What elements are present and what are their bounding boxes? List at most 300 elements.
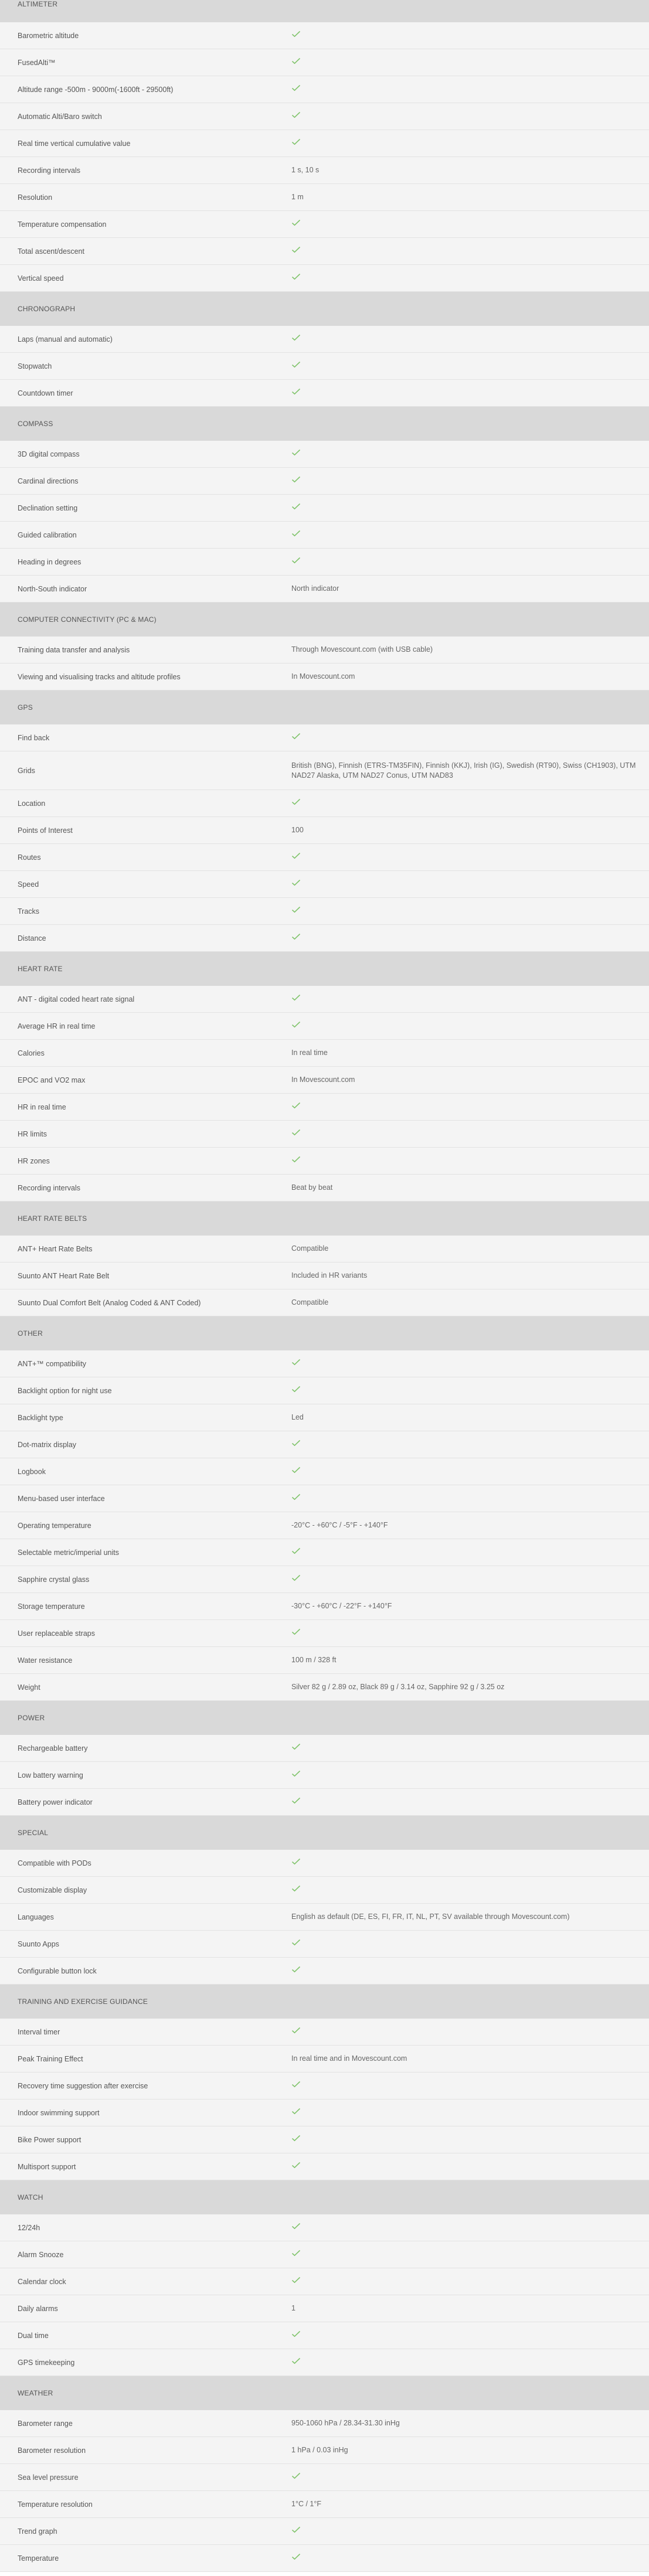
spec-row	[0, 1236, 649, 1263]
spec-row	[0, 1404, 649, 1431]
spec-row	[0, 441, 649, 468]
spec-name: Countdown timer	[18, 389, 73, 397]
checkmark-icon	[291, 1440, 301, 1447]
spec-row	[0, 1539, 649, 1566]
spec-row	[0, 130, 649, 157]
spec-row	[0, 637, 649, 663]
spec-row	[0, 1958, 649, 1985]
spec-value	[291, 933, 649, 943]
spec-value	[291, 1493, 649, 1503]
checkmark-icon	[291, 1628, 301, 1635]
spec-name: Real time vertical cumulative value	[18, 139, 131, 148]
spec-row	[0, 1175, 649, 1202]
spec-value	[291, 1858, 649, 1868]
spec-name: EPOC and VO2 max	[18, 1076, 86, 1084]
spec-value	[291, 906, 649, 916]
spec-value	[291, 361, 649, 371]
spec-row	[0, 76, 649, 103]
spec-name: Temperature	[18, 2554, 59, 2563]
spec-row	[0, 238, 649, 265]
section-header: WEATHER	[0, 2376, 649, 2410]
spec-name: Average HR in real time	[18, 1022, 96, 1030]
checkmark-icon	[291, 1797, 301, 1804]
spec-row	[0, 817, 649, 844]
spec-name: HR zones	[18, 1156, 50, 1165]
spec-name: Stopwatch	[18, 362, 52, 370]
spec-name: Water resistance	[18, 1656, 73, 1665]
checkmark-icon	[291, 733, 301, 740]
spec-value	[291, 84, 649, 94]
checkmark-icon	[291, 798, 301, 805]
spec-name: Distance	[18, 934, 46, 942]
spec-row	[0, 1458, 649, 1485]
spec-name: Cardinal directions	[18, 477, 79, 485]
spec-name: Languages	[18, 1913, 54, 1921]
checkmark-icon	[291, 219, 301, 226]
spec-row	[0, 2322, 649, 2349]
spec-row	[0, 2545, 649, 2572]
spec-name: Backlight option for night use	[18, 1386, 112, 1395]
spec-name: Location	[18, 799, 46, 808]
spec-row	[0, 2099, 649, 2126]
spec-row	[0, 2437, 649, 2464]
spec-value	[291, 2108, 649, 2118]
spec-name: FusedAlti™	[18, 58, 56, 67]
spec-row	[0, 1931, 649, 1958]
spec-row	[0, 1593, 649, 1620]
spec-value: -20°C - +60°C / -5°F - +140°F	[291, 1521, 388, 1529]
spec-value	[291, 852, 649, 862]
spec-value	[291, 879, 649, 889]
spec-value	[291, 798, 649, 808]
spec-value	[291, 246, 649, 256]
spec-row	[0, 522, 649, 549]
spec-row	[0, 2046, 649, 2073]
spec-name: Vertical speed	[18, 274, 64, 283]
spec-row	[0, 2214, 649, 2241]
spec-value	[291, 1547, 649, 1557]
section-header: TRAINING AND EXERCISE GUIDANCE	[0, 1985, 649, 2019]
spec-row	[0, 1263, 649, 1289]
spec-name: Find back	[18, 733, 50, 742]
spec-name: Backlight type	[18, 1413, 63, 1422]
spec-value: 1 m	[291, 193, 304, 201]
checkmark-icon	[291, 138, 301, 145]
spec-name: Declination setting	[18, 503, 78, 512]
spec-name: Training data transfer and analysis	[18, 645, 130, 654]
spec-row	[0, 898, 649, 925]
spec-value: Beat by beat	[291, 1183, 333, 1192]
spec-row	[0, 576, 649, 603]
spec-row	[0, 1431, 649, 1458]
spec-row	[0, 2268, 649, 2295]
spec-name: Multisport support	[18, 2162, 76, 2171]
spec-value: British (BNG), Finnish (ETRS-TM35FIN), Finnish (KKJ), Irish (IG), Swedish (RT90), Swiss (CH1903), UTM NAD27 Alaska, UTM NAD27 Conus, UTM NAD83	[291, 761, 636, 780]
spec-row	[0, 1512, 649, 1539]
checkmark-icon	[291, 1102, 301, 1109]
spec-name: Barometer range	[18, 2419, 73, 2428]
section-header: OTHER	[0, 1316, 649, 1350]
spec-value	[291, 1966, 649, 1976]
spec-value: Included in HR variants	[291, 1271, 368, 1280]
spec-row	[0, 184, 649, 211]
spec-value	[291, 449, 649, 459]
checkmark-icon	[291, 2526, 301, 2533]
spec-name: Laps (manual and automatic)	[18, 335, 113, 343]
spec-name: Compatible with PODs	[18, 1859, 91, 1867]
spec-row	[0, 1877, 649, 1904]
spec-row	[0, 1377, 649, 1404]
spec-row	[0, 1121, 649, 1148]
spec-value	[291, 1359, 649, 1369]
checkmark-icon	[291, 246, 301, 253]
spec-row	[0, 2491, 649, 2518]
checkmark-icon	[291, 57, 301, 64]
spec-name: Tracks	[18, 907, 40, 916]
spec-value: Led	[291, 1413, 304, 1421]
spec-row	[0, 103, 649, 130]
spec-row	[0, 790, 649, 817]
spec-row	[0, 157, 649, 184]
checkmark-icon	[291, 2472, 301, 2479]
spec-value	[291, 1129, 649, 1139]
spec-name: Trend graph	[18, 2527, 57, 2536]
spec-row	[0, 49, 649, 76]
section-header: SPECIAL	[0, 1816, 649, 1850]
spec-row	[0, 211, 649, 238]
spec-name: Storage temperature	[18, 1602, 85, 1611]
checkmark-icon	[291, 1466, 301, 1474]
spec-name: Dot-matrix display	[18, 1440, 77, 1449]
spec-value	[291, 476, 649, 486]
spec-value: 100	[291, 826, 304, 834]
spec-value	[291, 2135, 649, 2145]
spec-name: Calendar clock	[18, 2277, 66, 2286]
spec-value: Compatible	[291, 1244, 329, 1253]
spec-row	[0, 1647, 649, 1674]
spec-name: Altitude range -500m - 9000m(-1600ft - 29500ft)	[18, 85, 174, 94]
checkmark-icon	[291, 2553, 301, 2560]
spec-value	[291, 1466, 649, 1476]
spec-row	[0, 1067, 649, 1094]
spec-value	[291, 557, 649, 567]
section-header: ALTIMETER	[0, 0, 649, 22]
spec-row	[0, 1735, 649, 1762]
spec-row	[0, 925, 649, 952]
spec-name: User replaceable straps	[18, 1629, 96, 1638]
checkmark-icon	[291, 1156, 301, 1163]
spec-name: Operating temperature	[18, 1521, 91, 1530]
spec-row	[0, 871, 649, 898]
section-header: WATCH	[0, 2180, 649, 2214]
checkmark-icon	[291, 557, 301, 564]
spec-name: GPS timekeeping	[18, 2358, 75, 2367]
spec-name: HR in real time	[18, 1102, 66, 1111]
spec-name: Routes	[18, 853, 41, 862]
spec-value	[291, 1797, 649, 1807]
checkmark-icon	[291, 334, 301, 341]
spec-name: Guided calibration	[18, 530, 77, 539]
spec-value: 1 s, 10 s	[291, 166, 320, 174]
spec-row	[0, 495, 649, 522]
checkmark-icon	[291, 933, 301, 940]
spec-name: 12/24h	[18, 2223, 40, 2232]
spec-name: Recovery time suggestion after exercise	[18, 2081, 148, 2090]
checkmark-icon	[291, 1129, 301, 1136]
spec-name: Logbook	[18, 1467, 46, 1476]
spec-row	[0, 724, 649, 751]
spec-row	[0, 1674, 649, 1701]
spec-value	[291, 2276, 649, 2286]
checkmark-icon	[291, 1770, 301, 1777]
spec-row	[0, 380, 649, 407]
spec-row	[0, 1289, 649, 1316]
spec-value	[291, 2027, 649, 2037]
spec-row	[0, 265, 649, 292]
spec-name: Temperature resolution	[18, 2500, 93, 2509]
checkmark-icon	[291, 1021, 301, 1028]
spec-value	[291, 994, 649, 1004]
spec-value	[291, 1885, 649, 1895]
spec-value: In real time and in Movescount.com	[291, 2054, 407, 2063]
spec-row	[0, 353, 649, 380]
checkmark-icon	[291, 852, 301, 859]
spec-value	[291, 2357, 649, 2367]
checkmark-icon	[291, 2162, 301, 2169]
spec-name: Resolution	[18, 193, 53, 202]
checkmark-icon	[291, 1966, 301, 1973]
spec-value: Compatible	[291, 1298, 329, 1306]
spec-row	[0, 2153, 649, 2180]
spec-value	[291, 1021, 649, 1031]
checkmark-icon	[291, 2276, 301, 2284]
section-header: GPS	[0, 690, 649, 724]
spec-name: Interval timer	[18, 2027, 60, 2036]
spec-value	[291, 219, 649, 229]
spec-row	[0, 2295, 649, 2322]
spec-value	[291, 30, 649, 40]
spec-name: Suunto Apps	[18, 1939, 59, 1948]
spec-name: Menu-based user interface	[18, 1494, 105, 1503]
checkmark-icon	[291, 30, 301, 38]
checkmark-icon	[291, 2357, 301, 2364]
checkmark-icon	[291, 530, 301, 537]
checkmark-icon	[291, 2027, 301, 2034]
spec-value	[291, 2330, 649, 2340]
spec-name: Suunto ANT Heart Rate Belt	[18, 1271, 110, 1280]
spec-row	[0, 468, 649, 495]
spec-name: Battery power indicator	[18, 1798, 93, 1806]
spec-name: Recording intervals	[18, 1183, 80, 1192]
spec-row	[0, 2019, 649, 2046]
checkmark-icon	[291, 1547, 301, 1554]
spec-name: Calories	[18, 1049, 45, 1057]
spec-row	[0, 549, 649, 576]
spec-value	[291, 1102, 649, 1112]
spec-row	[0, 326, 649, 353]
spec-value	[291, 2250, 649, 2259]
spec-row	[0, 1350, 649, 1377]
checkmark-icon	[291, 1858, 301, 1865]
spec-name: Heading in degrees	[18, 557, 81, 566]
spec-value	[291, 1939, 649, 1949]
section-header: COMPASS	[0, 407, 649, 441]
checkmark-icon	[291, 1386, 301, 1393]
checkmark-icon	[291, 111, 301, 118]
spec-value: Silver 82 g / 2.89 oz, Black 89 g / 3.14 oz, Sapphire 92 g / 3.25 oz	[291, 1683, 505, 1691]
spec-row	[0, 1620, 649, 1647]
section-header: HEART RATE	[0, 952, 649, 986]
spec-value	[291, 1156, 649, 1166]
spec-row	[0, 2126, 649, 2153]
spec-name: Sapphire crystal glass	[18, 1575, 90, 1584]
checkmark-icon	[291, 84, 301, 91]
checkmark-icon	[291, 2250, 301, 2257]
spec-row	[0, 2349, 649, 2376]
checkmark-icon	[291, 1359, 301, 1366]
spec-value	[291, 503, 649, 513]
spec-value	[291, 2472, 649, 2482]
spec-name: ANT+™ compatibility	[18, 1359, 87, 1368]
checkmark-icon	[291, 1574, 301, 1581]
spec-value: 100 m / 328 ft	[291, 1656, 337, 1664]
spec-name: Barometer resolution	[18, 2446, 86, 2455]
spec-row	[0, 1485, 649, 1512]
spec-row	[0, 1013, 649, 1040]
checkmark-icon	[291, 994, 301, 1001]
spec-value: 950-1060 hPa / 28.34-31.30 inHg	[291, 2419, 400, 2427]
checkmark-icon	[291, 906, 301, 913]
spec-value	[291, 57, 649, 67]
spec-value	[291, 111, 649, 121]
spec-row	[0, 2410, 649, 2437]
spec-row	[0, 1148, 649, 1175]
spec-name: Bike Power support	[18, 2135, 81, 2144]
spec-value	[291, 388, 649, 398]
spec-name: Configurable button lock	[18, 1966, 97, 1975]
spec-value	[291, 1386, 649, 1396]
checkmark-icon	[291, 2223, 301, 2230]
checkmark-icon	[291, 388, 301, 395]
spec-value: 1°C / 1°F	[291, 2500, 321, 2508]
spec-name: Barometric altitude	[18, 31, 79, 40]
spec-value: 1	[291, 2304, 295, 2312]
checkmark-icon	[291, 273, 301, 280]
section-header: HEART RATE BELTS	[0, 1202, 649, 1236]
spec-value	[291, 530, 649, 540]
spec-row	[0, 1566, 649, 1593]
checkmark-icon	[291, 1493, 301, 1500]
spec-row	[0, 986, 649, 1013]
checkmark-icon	[291, 2081, 301, 2088]
spec-row	[0, 663, 649, 690]
spec-row	[0, 1789, 649, 1816]
spec-value: In real time	[291, 1049, 328, 1057]
checkmark-icon	[291, 1743, 301, 1750]
spec-row	[0, 844, 649, 871]
spec-value	[291, 2162, 649, 2172]
spec-name: Viewing and visualising tracks and altitude profiles	[18, 672, 181, 681]
spec-row	[0, 751, 649, 790]
spec-name: Indoor swimming support	[18, 2108, 100, 2117]
spec-value	[291, 1440, 649, 1449]
spec-name: Weight	[18, 1683, 40, 1692]
spec-name: Grids	[18, 766, 35, 775]
spec-row	[0, 1040, 649, 1067]
spec-value: Through Movescount.com (with USB cable)	[291, 645, 433, 654]
spec-name: Total ascent/descent	[18, 247, 84, 256]
spec-name: HR limits	[18, 1129, 47, 1138]
spec-row	[0, 1850, 649, 1877]
checkmark-icon	[291, 2135, 301, 2142]
checkmark-icon	[291, 361, 301, 368]
spec-value	[291, 273, 649, 283]
spec-value	[291, 733, 649, 743]
spec-value: North indicator	[291, 584, 339, 593]
spec-value	[291, 2081, 649, 2091]
section-header: COMPUTER CONNECTIVITY (PC & MAC)	[0, 603, 649, 637]
spec-name: Automatic Alti/Baro switch	[18, 112, 102, 121]
spec-value: English as default (DE, ES, FI, FR, IT, NL, PT, SV available through Movescount.com)	[291, 1913, 570, 1921]
spec-row	[0, 2464, 649, 2491]
spec-row	[0, 1762, 649, 1789]
checkmark-icon	[291, 1939, 301, 1946]
spec-value	[291, 334, 649, 344]
spec-value: -30°C - +60°C / -22°F - +140°F	[291, 1602, 392, 1610]
checkmark-icon	[291, 503, 301, 510]
spec-name: Daily alarms	[18, 2304, 58, 2313]
spec-name: Alarm Snooze	[18, 2250, 64, 2259]
spec-name: Suunto Dual Comfort Belt (Analog Coded & ANT Coded)	[18, 1298, 201, 1307]
spec-name: 3D digital compass	[18, 450, 80, 458]
spec-name: Customizable display	[18, 1886, 87, 1894]
spec-row	[0, 2073, 649, 2099]
spec-value	[291, 1743, 649, 1753]
spec-value	[291, 138, 649, 148]
spec-name: Recording intervals	[18, 166, 80, 175]
spec-row	[0, 1094, 649, 1121]
checkmark-icon	[291, 449, 301, 456]
spec-value	[291, 1574, 649, 1584]
checkmark-icon	[291, 2330, 301, 2337]
spec-name: Low battery warning	[18, 1771, 83, 1779]
spec-row	[0, 2518, 649, 2545]
section-header: CHRONOGRAPH	[0, 292, 649, 326]
checkmark-icon	[291, 1885, 301, 1892]
spec-value: In Movescount.com	[291, 672, 355, 680]
checkmark-icon	[291, 476, 301, 483]
spec-value	[291, 2553, 649, 2563]
checkmark-icon	[291, 2108, 301, 2115]
section-header: POWER	[0, 1701, 649, 1735]
spec-name: Sea level pressure	[18, 2473, 79, 2482]
spec-value	[291, 2223, 649, 2233]
spec-value	[291, 1628, 649, 1638]
spec-row	[0, 1904, 649, 1931]
spec-value	[291, 2526, 649, 2536]
spec-value	[291, 1770, 649, 1780]
spec-row	[0, 2241, 649, 2268]
spec-name: ANT - digital coded heart rate signal	[18, 995, 135, 1003]
spec-name: Speed	[18, 880, 39, 889]
spec-name: North-South indicator	[18, 584, 87, 593]
spec-value: 1 hPa / 0.03 inHg	[291, 2446, 348, 2454]
spec-name: Selectable metric/imperial units	[18, 1548, 119, 1557]
spec-name: Rechargeable battery	[18, 1744, 88, 1753]
spec-name: Temperature compensation	[18, 220, 107, 229]
checkmark-icon	[291, 879, 301, 886]
spec-name: Dual time	[18, 2331, 49, 2340]
